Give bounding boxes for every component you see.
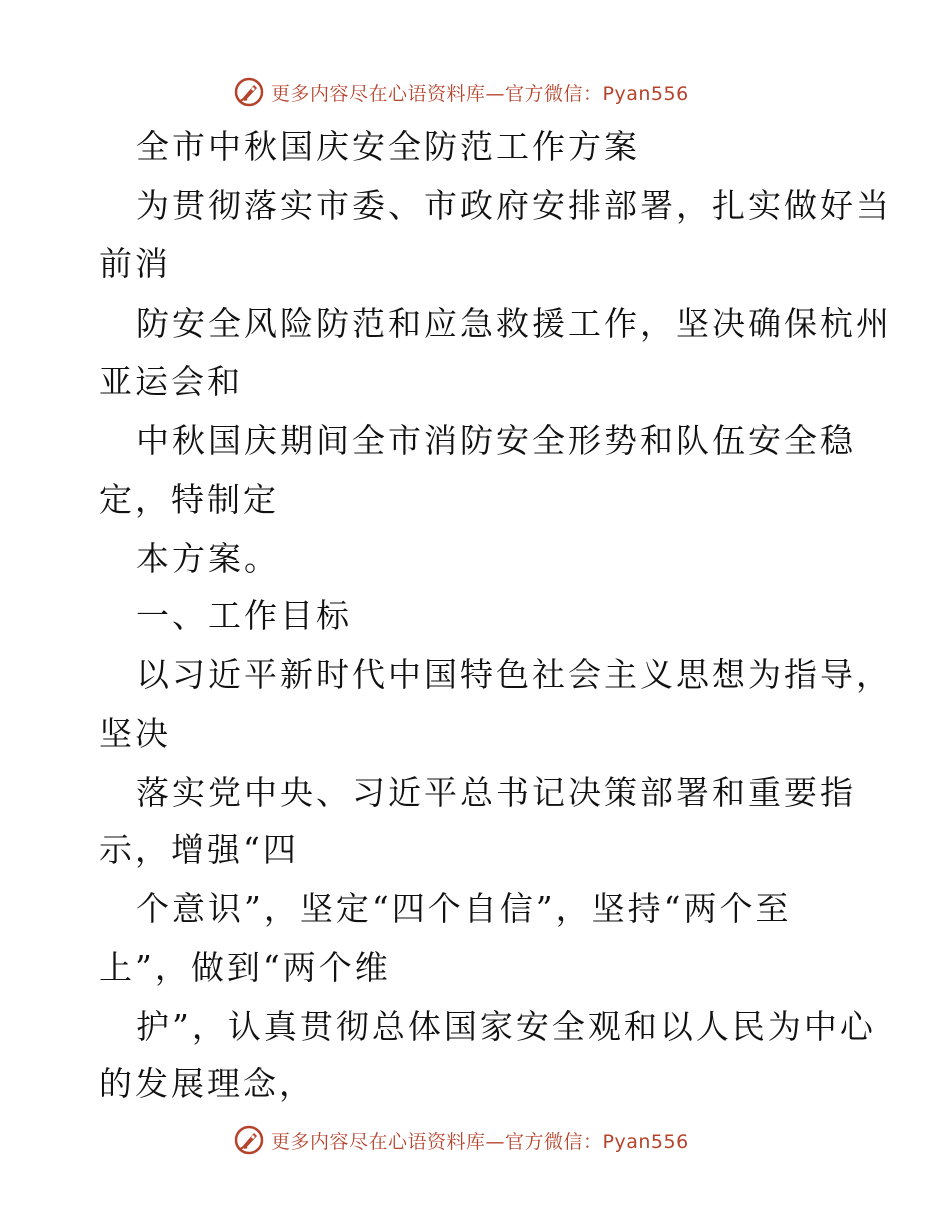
- paragraph-line: 落实党中央、习近平总书记决策部署和重要指: [136, 773, 856, 812]
- paragraph-line: 本方案。: [136, 539, 280, 578]
- paragraph-line: 前消: [99, 244, 171, 283]
- paragraph-line: 中秋国庆期间全市消防安全形势和队伍安全稳: [136, 421, 856, 460]
- paragraph-line: 护”，认真贯彻总体国家安全观和以人民为中心: [136, 1007, 876, 1046]
- paragraph-line: 为贯彻落实市委、市政府安排部署，扎实做好当: [136, 186, 892, 225]
- paragraph-line: 的发展理念，: [99, 1064, 315, 1103]
- paragraph-line: 上”，做到“两个维: [99, 948, 391, 987]
- section-heading: 一、工作目标: [136, 596, 352, 635]
- document-title: 全市中秋国庆安全防范工作方案: [136, 127, 640, 166]
- paragraph-line: 定，特制定: [99, 480, 279, 519]
- paragraph-line: 亚运会和: [99, 362, 243, 401]
- paragraph-line: 防安全风险防范和应急救援工作，坚决确保杭州: [136, 304, 892, 343]
- paragraph-line: 以习近平新时代中国特色社会主义思想为指导，: [136, 655, 892, 694]
- paragraph-line: 坚决: [99, 714, 171, 753]
- footer-watermark: [0, 1120, 950, 1160]
- paragraph-line: 示，增强“四: [99, 830, 299, 869]
- watermark-text: 更多内容尽在心语资料库—官方微信：Pyan556: [271, 1130, 689, 1153]
- pen-nib-logo-icon: [233, 76, 265, 108]
- watermark-text: 更多内容尽在心语资料库—官方微信：Pyan556: [271, 82, 689, 105]
- header-watermark: [0, 72, 950, 112]
- pen-nib-logo-icon: [233, 1124, 265, 1156]
- paragraph-line: 个意识”，坚定“四个自信”，坚持“两个至: [136, 889, 792, 928]
